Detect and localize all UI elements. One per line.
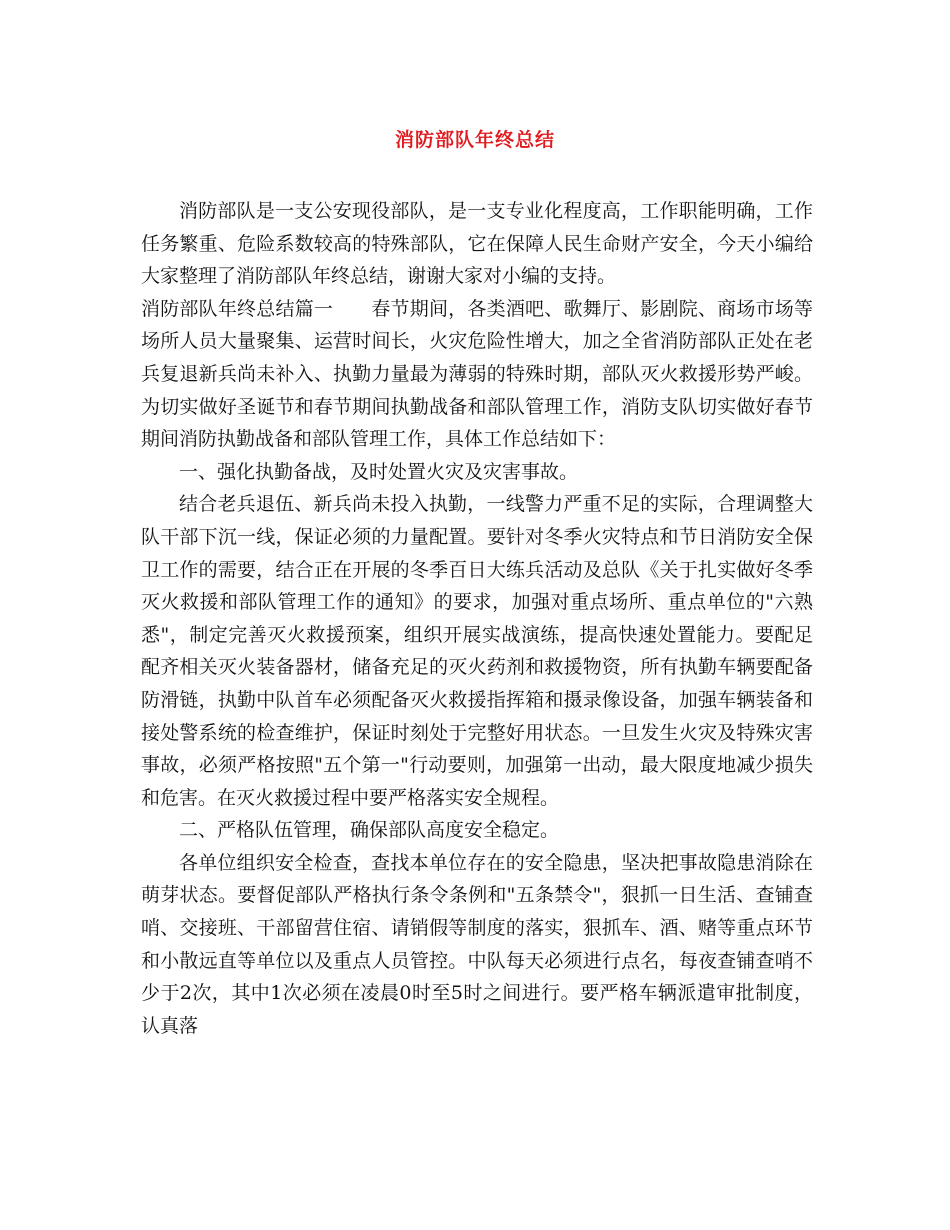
- paragraph-duty: 结合老兵退伍、新兵尚未投入执勤，一线警力严重不足的实际，合理调整大队干部下沉一线，保证必须的力量配置。要针对冬季火灾特点和节日消防安全保卫工作的需要，结合正在开展的冬季百日大练兵活动及总队《关于扎实做好冬季灭火救援和部队管理工作的通知》的要求，加强对重点场所、重点单位的"六熟悉"，制定完善灭火救援预案，组织开展实战演练，提高快速处置能力。要配足配齐相关灭火装备器材，储备充足的灭火药剂和救援物资，所有执勤车辆要配备防滑链，执勤中队首车必须配备灭火救援指挥箱和摄录像设备，加强车辆装备和接处警系统的检查维护，保证时刻处于完整好用状态。一旦发生火灾及特殊灾害事故，必须严格按照"五个第一"行动要则，加强第一出动，最大限度地减少损失和危害。在灭火救援过程中要严格落实安全规程。: [141, 493, 813, 809]
- section-heading: 消防部队年终总结篇一: [141, 297, 334, 320]
- subheading-two: 二、严格队伍管理，确保部队高度安全稳定。: [179, 819, 560, 842]
- subheading-one: 一、强化执勤备战，及时处置火灾及灾害事故。: [179, 460, 579, 483]
- intro-paragraph: 消防部队是一支公安现役部队，是一支专业化程度高，工作职能明确，工作任务繁重、危险系数较高的特殊部队，它在保障人民生命财产安全，今天小编给大家整理了消防部队年终总结，谢谢大家对小编的支持。: [141, 200, 813, 288]
- document-title: 消防部队年终总结: [394, 129, 555, 151]
- paragraph-management: 各单位组织安全检查，查找本单位存在的安全隐患，坚决把事故隐患消除在萌芽状态。要督促部队严格执行条令条例和"五条禁令"，狠抓一日生活、查铺查哨、交接班、干部留营住宿、请销假等制度的落实，狠抓车、酒、赌等重点环节和小散远直等单位以及重点人员管控。中队每天必须进行点名，每夜查铺查哨不少于2次，其中1次必须在凌晨0时至5时之间进行。要严格车辆派遣审批制度，认真落: [141, 851, 813, 1037]
- document-body: [141, 195, 813, 1042]
- section-one-paragraph: [141, 293, 813, 456]
- section-one-text: 春节期间，各类酒吧、歌舞厅、影剧院、商场市场等场所人员大量聚集、运营时间长，火灾危险性增大，加之全省消防部队正处在老兵复退新兵尚未补入、执勤力量最为薄弱的特殊时期，部队灭火救援形势严峻。为切实做好圣诞节和春节期间执勤战备和部队管理工作，消防支队切实做好春节期间消防执勤战备和部队管理工作，具体工作总结如下：: [141, 297, 813, 451]
